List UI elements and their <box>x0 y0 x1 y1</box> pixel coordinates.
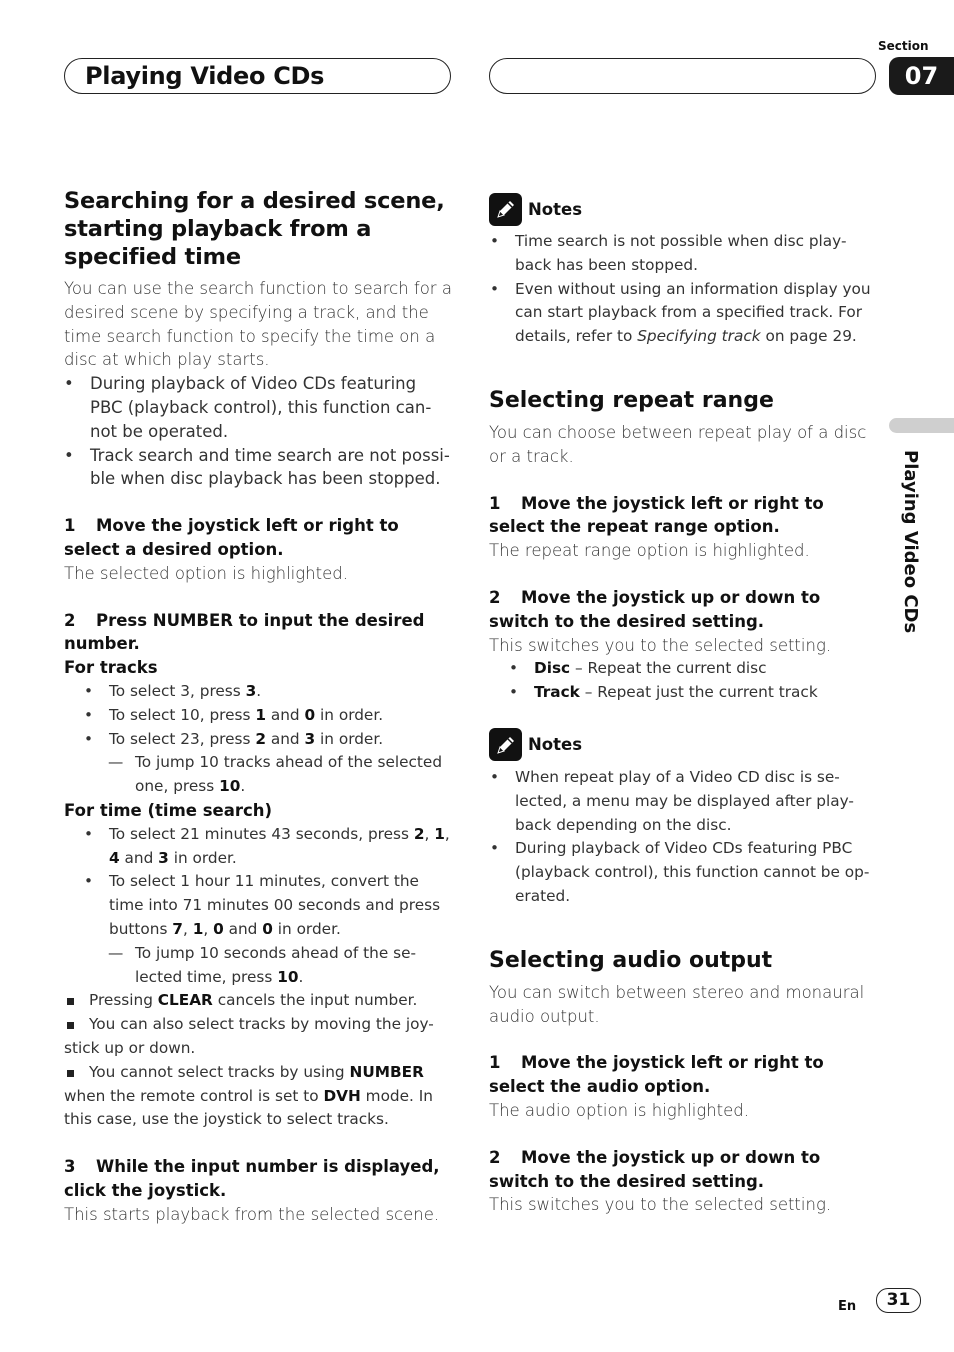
list-item: • To select 3, press 3. <box>64 680 452 704</box>
audio-step-1-desc: The audio option is highlighted. <box>489 1100 750 1120</box>
repeat-step-2: 2 Move the joystick up or down to switch to the desired setting. <box>489 587 821 631</box>
list-item: • To select 21 minutes 43 seconds, press 2, 1, 4 and 3 in order. <box>64 823 452 871</box>
list-item: • Track – Repeat just the current track <box>489 681 877 705</box>
left-column <box>64 187 452 1226</box>
list-item: • To select 10, press 1 and 0 in order. <box>64 704 452 728</box>
step-3-desc: This starts playback from the selected scene. <box>64 1204 440 1224</box>
step-3: 3 While the input number is displayed, click the joystick. <box>64 1157 440 1200</box>
heading-audio: Selecting audio output <box>489 947 773 973</box>
repeat-step-1: 1 Move the joystick left or right to select the repeat range option. <box>489 493 824 537</box>
right-column <box>489 192 877 1217</box>
side-tab-label: Playing Video CDs <box>900 450 921 634</box>
language-code: En <box>838 1299 857 1314</box>
audio-step-2: 2 Move the joystick up or down to switch to the desired setting. <box>489 1147 821 1191</box>
list-item: — To jump 10 tracks ahead of the selected one, press 10. <box>64 751 452 799</box>
repeat-options <box>489 657 877 705</box>
list-item: You can also select tracks by moving the joy-stick up or down. <box>64 1013 452 1061</box>
list-item: • Disc – Repeat the current disc <box>489 657 877 681</box>
for-time-label: For time (time search) <box>64 800 273 820</box>
notes-list <box>489 230 877 349</box>
audio-step-2-desc: This switches you to the selected setting. <box>489 1195 832 1215</box>
list-item: • When repeat play of a Video CD disc is se-lected, a menu may be displayed after play-back depending on the disc. <box>489 766 877 837</box>
list-item: • During playback of Video CDs featuring PBC (playback control), this function cannot be op-erated. <box>489 837 877 908</box>
list-item: • Time search is not possible when disc play-back has been stopped. <box>489 230 877 278</box>
step-1-desc: The selected option is highlighted. <box>64 563 348 583</box>
title-pill <box>64 58 451 94</box>
page-title: Playing Video CDs <box>85 62 325 90</box>
heading-search: Searching for a desired scene, starting playback from a specified time <box>64 188 445 270</box>
step-1: 1 Move the joystick left or right to select a desired option. <box>64 516 399 559</box>
square-notes <box>64 989 452 1132</box>
for-tracks-label: For tracks <box>64 658 158 678</box>
notes-header <box>489 728 877 762</box>
pencil-note-icon <box>489 728 522 761</box>
heading-repeat: Selecting repeat range <box>489 387 774 413</box>
side-tab-marker <box>889 418 954 433</box>
audio-step-1: 1 Move the joystick left or right to select the audio option. <box>489 1053 824 1097</box>
list-item: • To select 1 hour 11 minutes, convert the time into 71 minutes 00 seconds and press buttons 7, 1, 0 and 0 in order. <box>64 870 452 941</box>
list-item: • Track search and time search are not possi-ble when disc playback has been stopped. <box>64 444 452 492</box>
list-item: — To jump 10 seconds ahead of the se-lected time, press 10. <box>64 942 452 990</box>
repeat-step-1-desc: The repeat range option is highlighted. <box>489 541 810 561</box>
page-number: 31 <box>876 1288 921 1313</box>
time-list <box>64 823 452 990</box>
notes-label: Notes <box>528 199 583 219</box>
section-label: Section <box>878 39 929 53</box>
audio-intro: You can switch between stereo and monaural audio output. <box>489 982 865 1026</box>
list-item: You cannot select tracks by using NUMBER when the remote control is set to DVH mode. In this case, use the joystick to select tracks. <box>64 1061 452 1132</box>
header-pill-empty <box>489 58 876 94</box>
step-2: 2 Press NUMBER to input the desired number. <box>64 610 425 654</box>
notes-label: Notes <box>528 735 583 755</box>
list-item: Pressing CLEAR cancels the input number. <box>64 989 452 1013</box>
notes-list <box>489 766 877 909</box>
track-list <box>64 680 452 799</box>
notes-header <box>489 192 877 226</box>
repeat-step-2-desc: This switches you to the selected setting. <box>489 635 832 655</box>
pencil-note-icon <box>489 193 522 226</box>
list-item: • Even without using an information display you can start playback from a specified track. For details, refer to Specifying track on page 29. <box>489 278 877 349</box>
search-intro: You can use the search function to search for a desired scene by specifying a track, and the time search function to specify the time on a disc at which play starts. <box>64 279 452 370</box>
search-bullets <box>64 372 452 491</box>
section-number: 07 <box>889 57 954 95</box>
repeat-intro: You can choose between repeat play of a disc or a track. <box>489 422 867 466</box>
list-item: • During playback of Video CDs featuring PBC (playback control), this function can-not be operated. <box>64 372 452 443</box>
list-item: • To select 23, press 2 and 3 in order. <box>64 728 452 752</box>
